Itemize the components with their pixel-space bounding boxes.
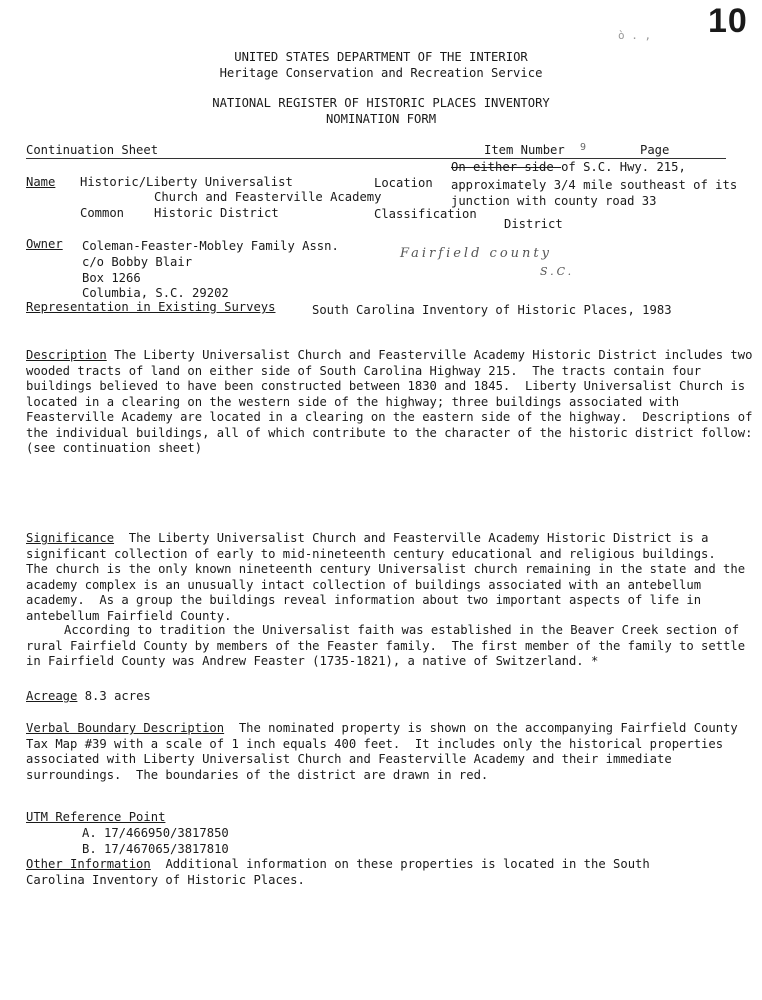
page-label: Page <box>640 143 670 157</box>
owner-line-4: Columbia, S.C. 29202 <box>82 286 229 300</box>
classification-label: Classification <box>374 207 477 221</box>
continuation-rule <box>26 158 726 159</box>
acreage-label: Acreage <box>26 689 78 703</box>
page-number: 10 <box>708 2 748 40</box>
utm-label: UTM Reference Point <box>26 810 166 824</box>
item-number-mark: 9 <box>580 142 587 153</box>
classification-value: District <box>504 217 563 231</box>
handwritten-county: Fairfield county <box>400 246 552 261</box>
representation-label: Representation in Existing Surveys <box>26 300 276 314</box>
owner-line-3: Box 1266 <box>82 271 141 285</box>
other-section <box>26 857 706 888</box>
location-line1-rest: of S.C. Hwy. 215, <box>561 160 686 174</box>
name-historic-2: Church and Feasterville Academy <box>154 190 382 204</box>
owner-line-1: Coleman-Feaster-Mobley Family Assn. <box>82 239 339 253</box>
name-historic-1: Historic/Liberty Universalist <box>80 175 293 189</box>
significance-label: Significance <box>26 531 115 545</box>
utm-point-b: B. 17/467065/3817810 <box>82 842 229 856</box>
significance-text: The Liberty Universalist Church and Feasterville Academy Historic District is a significant collection of early to mid-nineteenth century educational and religious buildings. The church is the only known nineteenth century Universalist church remaining in the state and the academy complex is an unusually intact collection of buildings associated with an antebellum academy. As a group the buildings reveal information about two important aspects of life in antebellum Fairfield County. <box>26 531 753 623</box>
boundary-label: Verbal Boundary Description <box>26 721 225 735</box>
acreage-section <box>26 689 151 705</box>
location-label: Location <box>374 176 433 190</box>
utm-point-a: A. 17/466950/3817850 <box>82 826 229 840</box>
location-line1 <box>451 160 686 176</box>
boundary-section <box>26 721 746 783</box>
owner-label: Owner <box>26 237 63 251</box>
continuation-sheet-label: Continuation Sheet <box>26 143 159 157</box>
name-common-label: Common <box>80 206 125 220</box>
representation-value: South Carolina Inventory of Historic Places, 1983 <box>312 303 672 317</box>
other-label: Other Information <box>26 857 151 871</box>
header-service: Heritage Conservation and Recreation Service <box>219 66 543 80</box>
description-text: The Liberty Universalist Church and Feasterville Academy Historic District includes two wooded tracts of land on either side of South Carolina Highway 215. The tracts contain four buildings believed to have been constructed between 1830 and 1845. Liberty Universalist Church is located in a clearing on the western side of the highway; three buildings associated with Feasterville Academy are located in a clearing on the eastern side of the highway. Descriptions of the individual buildings, all of which contribute to the character of the historic district follow: (see continuation sheet) <box>26 348 760 455</box>
other-text: Additional information on these properties is located in the South Carolina Inventory of Historic Places. <box>26 857 658 887</box>
description-section <box>26 348 761 457</box>
description-label: Description <box>26 348 107 362</box>
header-department: UNITED STATES DEPARTMENT OF THE INTERIOR <box>234 50 528 64</box>
significance-paragraph-2: According to tradition the Universalist faith was established in the Beaver Creek section of rural Fairfield County by members of the Feaster family. The first member of the family to settle in Fairfield County was Andrew Feaster (1735-1821), a native of Switzerland. * <box>26 623 753 668</box>
header-form: NOMINATION FORM <box>325 112 437 126</box>
location-line2: approximately 3/4 mile southeast of its <box>451 178 738 192</box>
significance-section <box>26 531 753 624</box>
header-register: NATIONAL REGISTER OF HISTORIC PLACES INVENTORY <box>212 96 550 110</box>
location-struck-text: On either side <box>451 160 562 174</box>
name-label: Name <box>26 175 56 189</box>
item-number-label: Item Number <box>484 143 565 157</box>
name-common-value: Historic District <box>154 206 279 220</box>
scan-dots: ò . , <box>618 29 652 42</box>
boundary-text: The nominated property is shown on the accompanying Fairfield County Tax Map #39 with a scale of 1 inch equals 400 feet. It includes only the historical properties associated with Liberty Universalist Church and Feasterville Academy and their immediate surroundings. The boundaries of the district are drawn in red. <box>26 721 746 782</box>
handwritten-state: S.C. <box>540 265 575 278</box>
location-line3: junction with county road 33 <box>451 194 657 208</box>
owner-line-2: c/o Bobby Blair <box>82 255 193 269</box>
acreage-value: 8.3 acres <box>84 689 151 703</box>
